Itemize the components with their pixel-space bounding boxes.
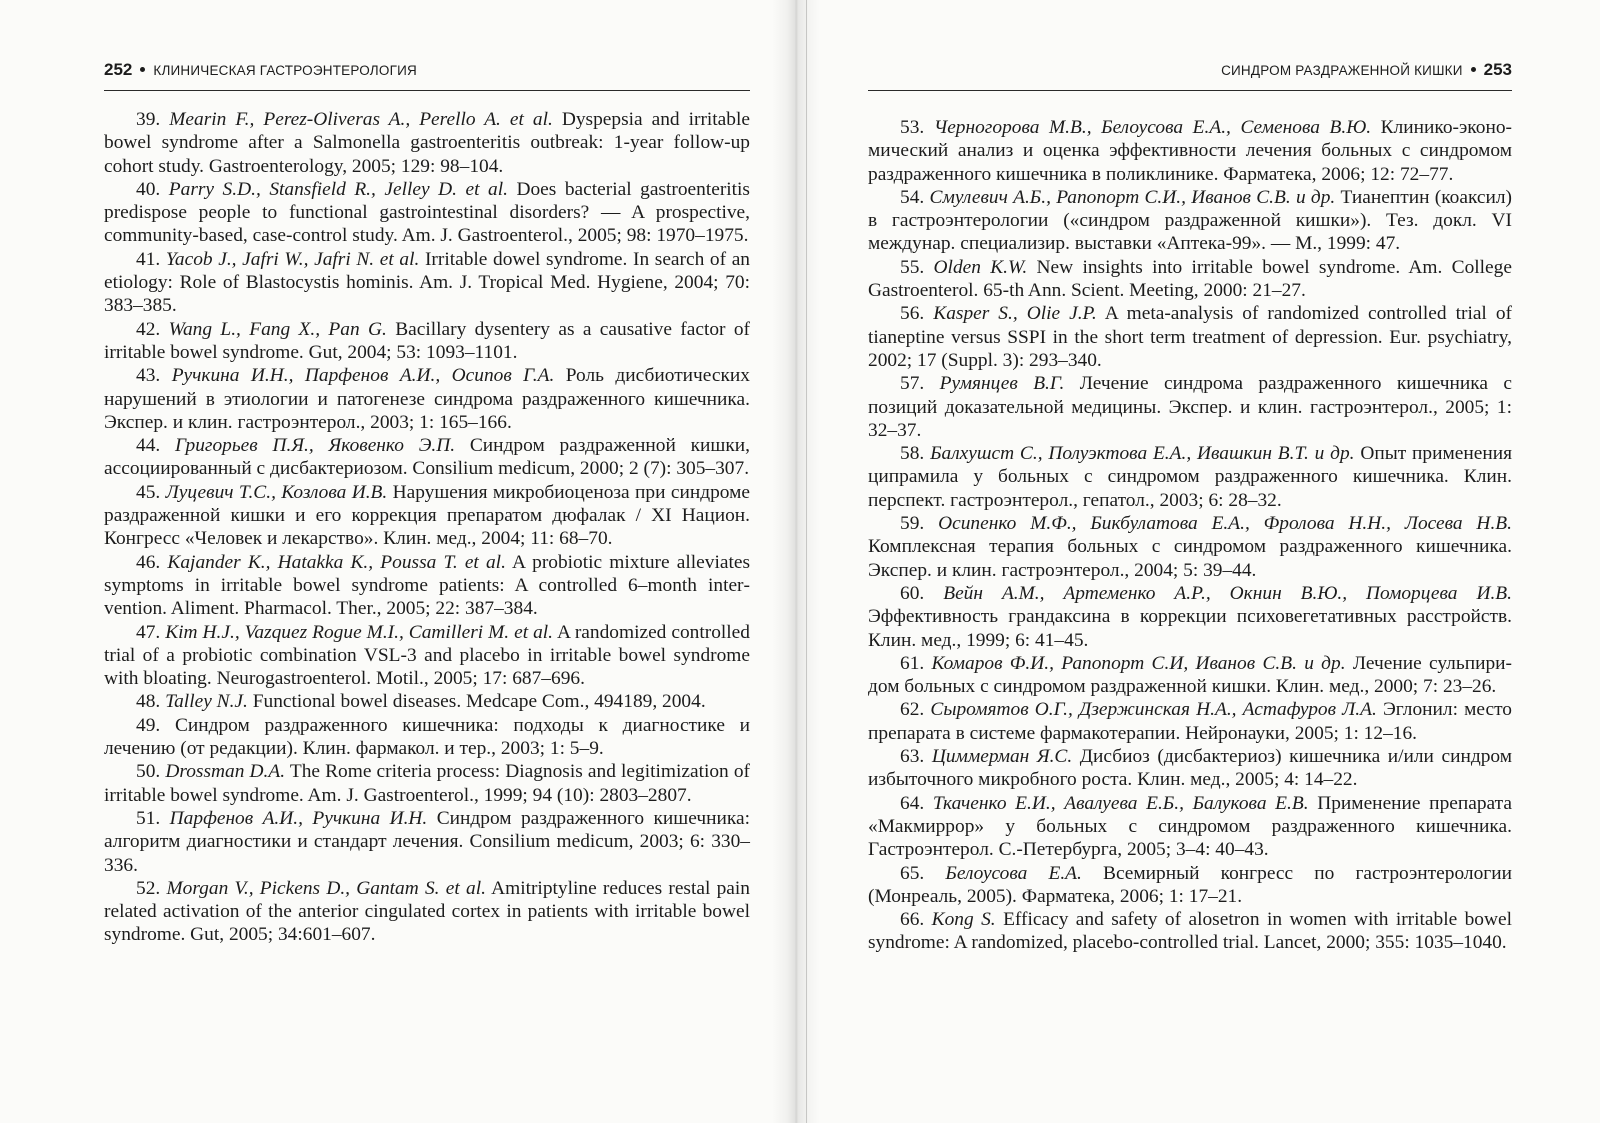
reference-text: Лечение сульпиридом больных с синдромом раздраженной кишки. Клин. мед., 2000; 7: 23–26. xyxy=(868,652,1512,698)
right-page xyxy=(868,0,1512,1123)
reference-authors: Morgan V., Pickens D., Gantam S. et al. xyxy=(166,877,486,899)
reference-entry xyxy=(104,714,750,761)
reference-entry xyxy=(868,745,1512,792)
reference-number: 56. xyxy=(900,303,925,325)
reference-authors: Балхушст С., Полуэктова Е.А., Ивашкин В.Т. и др. xyxy=(930,443,1355,465)
reference-authors: Kajander K., Hatakka K., Poussa T. et al. xyxy=(167,551,506,573)
reference-entry xyxy=(104,178,750,248)
reference-entry xyxy=(104,364,750,434)
bullet-separator xyxy=(1471,67,1476,72)
reference-entry xyxy=(868,256,1512,303)
reference-number: 41. xyxy=(136,248,161,270)
right-running-header xyxy=(868,60,1512,91)
reference-entry xyxy=(104,621,750,691)
reference-authors: Белоусова Е.А. xyxy=(945,862,1082,884)
reference-entry xyxy=(868,302,1512,372)
reference-text: Bacillary dysentery as a causative factor of irritable bowel syndrome. Gut, 2004; 53: 1093–1101. xyxy=(104,318,750,363)
left-running-head-title: КЛИНИЧЕСКАЯ ГАСТРОЭНТЕРОЛОГИЯ xyxy=(153,63,417,78)
reference-text: Нарушения микробиоценоза при синдроме раздраженной кишки и его коррекция препаратом дюфалак / XI Национ. Конгресс «Человек и лекарство». Клин. мед., 2004; 11: 68–70. xyxy=(104,481,750,550)
reference-text: Клинико-экономический анализ и оценка эффективности лечения больных с синдромом раздраженного кишечника в поликлинике. Фарматека, 2006; 12: 72–77. xyxy=(868,117,1512,185)
reference-authors: Ткаченко Е.И., Авалуева Е.Б., Балукова Е.В. xyxy=(932,792,1309,814)
reference-text: Всемирный конгресс по гастроэнтерологии (Монреаль, 2005). Фарматека, 2006; 1: 17–21. xyxy=(868,862,1512,907)
reference-authors: Kong S. xyxy=(931,909,996,931)
reference-text: Синдром раздраженного кишечника: алгоритм диагностики и стандарт лечения. Consilium medicum, 2003; 6: 330–336. xyxy=(104,807,750,876)
reference-number: 52. xyxy=(136,877,161,899)
reference-text: Комплексная терапия больных с синдромом раздраженного кишечника. Экспер. и клин. гастроэнтерол., 2004; 5: 39–44. xyxy=(868,536,1512,581)
reference-number: 55. xyxy=(900,256,925,278)
reference-authors: Комаров Ф.И., Рапопорт С.И, Иванов С.В. и др. xyxy=(931,652,1346,674)
left-running-header xyxy=(104,60,750,91)
reference-authors: Yacob J., Jafri W., Jafri N. et al. xyxy=(165,248,420,270)
reference-authors: Румянцев В.Г. xyxy=(939,373,1065,395)
reference-entry xyxy=(104,318,750,365)
reference-number: 43. xyxy=(136,365,161,387)
reference-number: 59. xyxy=(900,513,925,535)
bullet-separator xyxy=(140,67,145,72)
reference-authors: Kim H.J., Vazquez Rogue M.I., Camilleri M. et al. xyxy=(165,621,554,643)
reference-authors: Kasper S., Olie J.P. xyxy=(933,303,1097,325)
reference-number: 66. xyxy=(900,909,925,931)
reference-authors: Mearin F., Perez-Oliveras A., Perello A. et al. xyxy=(169,109,553,130)
reference-number: 50. xyxy=(136,761,161,783)
reference-authors: Луцевич Т.С., Козлова И.В. xyxy=(165,481,388,503)
reference-text: Dyspepsia and irritable bowel syndrome after a Salmonella gastroenteritis outbreak: 1-year follow-up cohort study. Gastroenterology, 2005; 129: 98–104. xyxy=(104,109,750,177)
reference-text: The Rome criteria process: Diagnosis and legitimization of irritable bowel syndrome. Am. J. Gastroenterol., 1999; 94 (10): 2803–2807. xyxy=(104,761,751,806)
reference-number: 44. xyxy=(136,435,161,457)
reference-authors: Вейн А.М., Артеменко А.Р., Окнин В.Ю., Поморцева И.В. xyxy=(943,582,1512,604)
reference-text: Эглонил: место препарата в системе фармакотерапии. Нейронауки, 2005; 1: 12–16. xyxy=(868,699,1512,744)
reference-authors: Циммерман Я.С. xyxy=(931,746,1073,768)
reference-entry xyxy=(104,877,750,947)
right-page-number: 253 xyxy=(1483,60,1512,79)
reference-entry xyxy=(104,108,750,178)
reference-entry xyxy=(868,186,1512,256)
reference-number: 57. xyxy=(900,373,925,395)
reference-entry xyxy=(868,582,1512,652)
reference-text: Применение препарата «Макмиррор» у больных с синдромом раздраженного кишечника. Гастроэнтерол. С.-Петербурга, 2005; 3–4: 40–43. xyxy=(868,792,1512,861)
reference-text: A probiotic mixture alleviates symptoms in irritable bowel syndrome patients: A controlled 6–month intervention. Aliment. Pharmacol. Ther., 2005; 22: 387–384. xyxy=(104,551,750,620)
reference-text: Irritable dowel syndrome. In search of an etiology: Role of Blastocystis hominis. Am. J. Tropical Med. Hygiene, 2004; 70: 383–385. xyxy=(104,248,750,317)
reference-text: Лечение синдрома раздраженного кишечника с позиций доказательной медицины. Экспер. и клин. гастроэнтерол., 2005; 1: 32–37. xyxy=(868,373,1512,441)
reference-authors: Парфенов А.И., Ручкина И.Н. xyxy=(169,807,428,829)
reference-number: 39. xyxy=(136,109,161,130)
reference-number: 60. xyxy=(900,582,925,604)
reference-number: 53. xyxy=(900,117,925,138)
reference-authors: Drossman D.A. xyxy=(165,761,286,783)
reference-text: Functional bowel diseases. Medcape Com., 494189, 2004. xyxy=(252,691,706,713)
reference-entry xyxy=(104,690,750,713)
reference-number: 58. xyxy=(900,443,925,465)
reference-authors: Wang L., Fang X., Pan G. xyxy=(168,318,387,340)
reference-number: 64. xyxy=(900,792,925,814)
reference-text: Опыт применения ципрамила у больных с синдромом раздраженного кишечника. Клин. перспект. гастроэнтерол., гепатол., 2003; 6: 28–32. xyxy=(868,443,1513,511)
reference-number: 63. xyxy=(900,746,925,768)
reference-text: A randomized controlled trial of a probiotic combination VSL-3 and placebo in irritable bowel syndrome with bloating. Neurogastroenterol. Motil., 2005; 17: 687–696. xyxy=(104,621,750,690)
reference-entry xyxy=(868,652,1512,699)
reference-entry xyxy=(868,442,1512,512)
left-page xyxy=(104,0,750,1123)
reference-text: A meta-analysis of randomized controlled trial of tianeptine versus SSPI in the short term treatment of depression. Eur. psychiatry, 2002; 17 (Suppl. 3): 293–340. xyxy=(868,303,1512,371)
reference-number: 49. xyxy=(136,714,161,736)
reference-authors: Сыромятов О.Г., Дзержинская Н.А., Астафуров Л.А. xyxy=(930,699,1377,721)
reference-text: Efficacy and safety of alosetron in women with irritable bowel syndrome: A randomized, placebo-controlled trial. Lancet, 2000; 355: 1035–1040. xyxy=(868,909,1512,954)
reference-entry xyxy=(104,481,750,551)
right-reference-list xyxy=(868,116,1512,955)
reference-text: Amitriptyline reduces restal pain related activation of the anterior cingulated cortex in patients with irritable bowel syndrome. Gut, 2005; 34:601–607. xyxy=(104,877,750,946)
reference-entry xyxy=(868,698,1512,745)
reference-entry xyxy=(104,551,750,621)
reference-number: 48. xyxy=(136,691,161,713)
reference-number: 54. xyxy=(900,186,925,208)
reference-entry xyxy=(104,760,750,807)
reference-text: New insights into irritable bowel syndrome. Am. College Gastroenterol. 65-th Ann. Scient. Meeting, 2000: 21–27. xyxy=(868,256,1512,302)
reference-entry xyxy=(104,807,750,877)
reference-number: 62. xyxy=(900,699,925,721)
reference-entry xyxy=(104,434,750,481)
reference-authors: Черногорова М.В., Белоусова Е.А., Семенова В.Ю. xyxy=(933,117,1372,138)
left-reference-list xyxy=(104,108,750,947)
reference-authors: Olden K.W. xyxy=(933,256,1028,278)
book-gutter-fold xyxy=(806,0,807,1123)
book-gutter-shadow xyxy=(772,0,820,1123)
reference-authors: Осипенко М.Ф., Бикбулатова Е.А., Фролова Н.Н., Лосева Н.В. xyxy=(938,513,1512,535)
reference-entry xyxy=(868,908,1512,955)
reference-number: 47. xyxy=(136,621,161,643)
reference-entry xyxy=(868,792,1512,862)
left-page-number: 252 xyxy=(104,60,133,79)
reference-entry xyxy=(868,116,1512,186)
reference-authors: Смулевич А.Б., Рапопорт С.И., Иванов С.В. и др. xyxy=(929,186,1336,208)
right-running-head-title: СИНДРОМ РАЗДРАЖЕННОЙ КИШКИ xyxy=(1221,63,1463,78)
reference-entry xyxy=(868,862,1512,909)
reference-text: Эффективность грандаксина в коррекции психовегетативных расстройств. Клин. мед., 1999; 6: 41–45. xyxy=(868,606,1512,651)
reference-number: 45. xyxy=(136,481,161,503)
reference-entry xyxy=(868,512,1512,582)
reference-number: 40. xyxy=(136,178,161,200)
reference-number: 51. xyxy=(136,807,161,829)
reference-text: Роль дисбиотических нарушений в этиологии и патогенезе синдрома раздраженного кишечника. Экспер. и клин. гастроэнтерол., 2003; 1: 165–166. xyxy=(104,365,750,433)
reference-entry xyxy=(868,372,1512,442)
reference-number: 65. xyxy=(900,862,925,884)
reference-text: Синдром раздраженной кишки, ассоциированный с дисбактериозом. Consilium medicum, 2000; 2 (7): 305–307. xyxy=(104,435,750,480)
reference-number: 61. xyxy=(900,652,925,674)
reference-authors: Parry S.D., Stansfield R., Jelley D. et al. xyxy=(168,178,508,200)
reference-authors: Ручкина И.Н., Парфенов А.И., Осипов Г.А. xyxy=(171,365,555,387)
reference-text: Тианептин (коаксил) в гастроэнтерологии («синдром раздраженной кишки»). Тез. докл. VI междунар. специализир. выставки «Аптека-99». — М., 1999: 47. xyxy=(868,186,1512,255)
reference-authors: Talley N.J. xyxy=(165,691,248,713)
reference-text: Дисбиоз (дисбактериоз) кишечника и/или синдром избыточного микробного роста. Клин. мед., 2005; 4: 14–22. xyxy=(868,746,1512,791)
reference-text: Синдром раздраженного кишечника: подходы к диагностике и лечению (от редакции). Клин. фармакол. и тер., 2003; 1: 5–9. xyxy=(104,714,750,760)
reference-authors: Григорьев П.Я., Яковенко Э.П. xyxy=(175,435,456,457)
reference-number: 42. xyxy=(136,318,161,340)
reference-entry xyxy=(104,248,750,318)
reference-number: 46. xyxy=(136,551,161,573)
reference-text: Does bacterial gastroenteritis predispose people to functional gastrointestinal disorders? — A prospective, community-based, case-control study. Am. J. Gastroenterol., 2005; 98: 1970–1975. xyxy=(104,178,750,247)
